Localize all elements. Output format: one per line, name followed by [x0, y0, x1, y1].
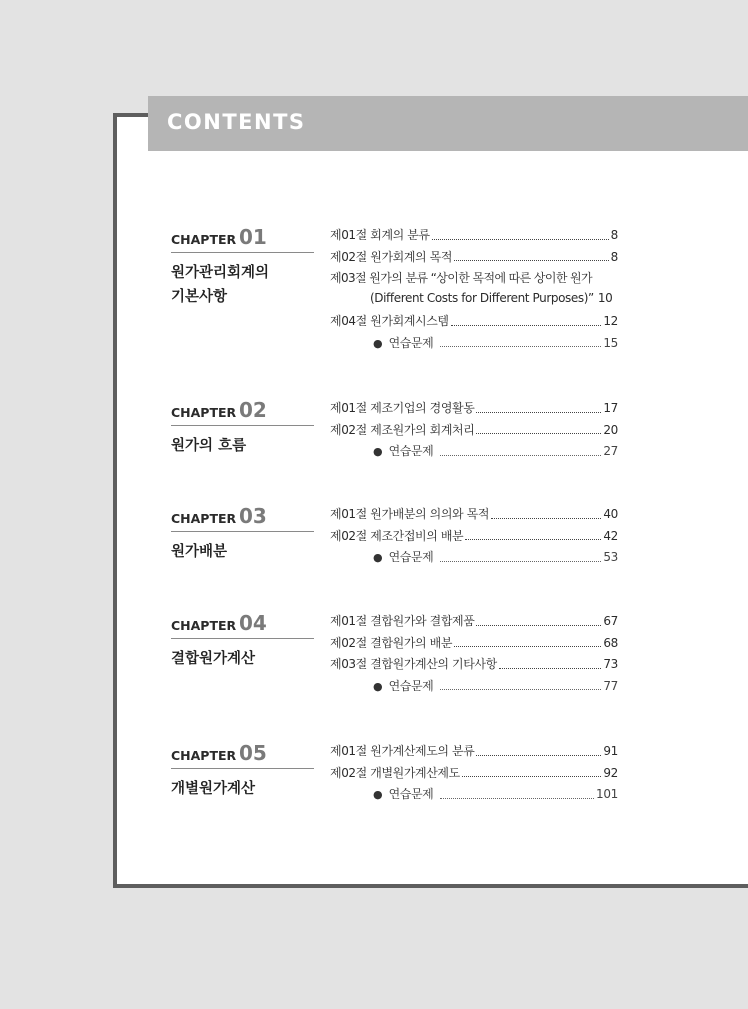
bullet-icon: ●	[373, 551, 383, 564]
toc-entry-practice[interactable]	[330, 442, 618, 464]
toc-entry-practice[interactable]	[330, 677, 618, 699]
toc-entry[interactable]	[330, 269, 618, 291]
toc-entry-practice[interactable]	[330, 785, 618, 807]
section-title: 제01절 제조기업의 경영활동	[330, 401, 475, 415]
chapter-number: 03	[239, 504, 267, 528]
page-number: 73	[603, 657, 618, 671]
chapter-toc	[330, 399, 618, 464]
toc-entry-practice[interactable]	[330, 548, 618, 570]
chapter-number: 05	[239, 741, 267, 765]
page-number: 20	[603, 422, 618, 437]
dot-leader	[499, 667, 602, 669]
section-title: 제01절 결합원가와 결합제품	[330, 614, 475, 628]
section-title: 제02절 개별원가계산제도	[330, 765, 460, 780]
chapter-heading	[171, 505, 314, 532]
chapter-heading	[171, 742, 314, 769]
chapter-title-line: 원가관리회계의	[171, 265, 270, 281]
page-number: 77	[603, 678, 618, 693]
chapter-heading	[171, 612, 314, 639]
page-number: 27	[603, 444, 618, 458]
practice-label: 연습문제	[388, 787, 434, 801]
chapter-heading	[171, 399, 314, 426]
chapter-label: CHAPTER	[171, 232, 237, 247]
bullet-icon: ●	[373, 445, 383, 458]
toc-entry[interactable]	[330, 421, 618, 443]
chapter-toc	[330, 742, 618, 807]
dot-leader	[491, 517, 601, 519]
toc-entry[interactable]	[330, 226, 618, 248]
section-title: 제02절 결합원가의 배분	[330, 635, 453, 650]
toc-entry-practice[interactable]	[330, 334, 618, 356]
dot-leader	[440, 688, 601, 690]
dot-leader	[476, 432, 601, 434]
section-title: 제04절 원가회계시스템	[330, 314, 449, 328]
dot-leader	[454, 645, 601, 647]
chapter-title-line: 기본사항	[171, 289, 228, 305]
section-title: 제03절 결합원가계산의 기타사항	[330, 657, 497, 671]
dot-leader	[476, 624, 601, 626]
chapter-toc	[330, 505, 618, 570]
chapter-toc	[330, 226, 618, 355]
dot-leader	[432, 238, 609, 240]
toc-entry[interactable]	[330, 764, 618, 786]
chapter-title-line: 개별원가계산	[171, 781, 256, 797]
page-number: 91	[603, 744, 618, 758]
section-title: 제01절 회계의 분류	[330, 228, 430, 242]
dot-leader	[476, 411, 601, 413]
section-title: 제01절 원가배분의 의의와 목적	[330, 507, 490, 521]
section-title: 제02절 제조간접비의 배분	[330, 528, 464, 543]
page-number: 92	[603, 765, 618, 780]
page-number: 67	[603, 614, 618, 628]
page-number: 12	[603, 314, 618, 328]
chapter-title-line: 원가의 흐름	[171, 438, 247, 454]
bullet-icon: ●	[373, 336, 383, 350]
toc-entry[interactable]	[330, 312, 618, 334]
practice-label: 연습문제	[388, 335, 434, 350]
toc-entry-continuation[interactable]	[330, 291, 618, 313]
page-number: 68	[603, 635, 618, 650]
page-number: 8	[610, 228, 618, 242]
toc-entry[interactable]	[330, 655, 618, 677]
chapter-title	[171, 261, 321, 309]
page-number: 53	[603, 550, 618, 564]
dot-leader	[462, 775, 602, 777]
toc-entry[interactable]	[330, 399, 618, 421]
bullet-icon: ●	[373, 679, 383, 693]
chapter-label: CHAPTER	[171, 405, 237, 420]
section-title: 제01절 원가계산제도의 분류	[330, 744, 475, 758]
page-number: 42	[603, 528, 618, 543]
practice-label: 연습문제	[388, 550, 434, 564]
chapter-heading	[171, 226, 314, 253]
chapter-title	[171, 777, 321, 801]
page-number: 15	[603, 335, 618, 350]
toc-entry[interactable]	[330, 527, 618, 549]
section-title-continuation: (Different Costs for Different Purposes)”	[370, 290, 594, 305]
chapter-title-line: 결합원가계산	[171, 651, 256, 667]
toc-entry[interactable]	[330, 742, 618, 764]
dot-leader	[451, 324, 602, 326]
practice-label: 연습문제	[388, 678, 434, 693]
page-number: 101	[595, 787, 618, 801]
chapter-number: 04	[239, 611, 267, 635]
dot-leader	[465, 538, 601, 540]
dot-leader	[440, 560, 601, 562]
dot-leader	[476, 754, 601, 756]
chapter-title	[171, 540, 321, 564]
page-number: 10	[597, 290, 613, 305]
page-number: 8	[610, 249, 618, 264]
section-title: 제03절 원가의 분류 “상이한 목적에 따른 상이한 원가	[330, 271, 593, 285]
page-number: 40	[603, 507, 618, 521]
dot-leader	[440, 454, 601, 456]
page-number: 17	[603, 401, 618, 415]
contents-header	[148, 96, 748, 151]
chapter-number: 01	[239, 225, 267, 249]
section-title: 제02절 원가회계의 목적	[330, 249, 453, 264]
chapter-title	[171, 434, 321, 458]
bullet-icon: ●	[373, 788, 383, 801]
section-title: 제02절 제조원가의 회계처리	[330, 422, 475, 437]
toc-entry[interactable]	[330, 612, 618, 634]
practice-label: 연습문제	[388, 444, 434, 458]
toc-entry[interactable]	[330, 248, 618, 270]
dot-leader	[440, 797, 594, 799]
chapter-label: CHAPTER	[171, 748, 237, 763]
dot-leader	[454, 259, 609, 261]
toc-entry[interactable]	[330, 634, 618, 656]
dot-leader	[440, 345, 601, 347]
chapter-title-line: 원가배분	[171, 544, 228, 560]
chapter-label: CHAPTER	[171, 618, 237, 633]
toc-entry[interactable]	[330, 505, 618, 527]
chapter-toc	[330, 612, 618, 698]
chapter-title	[171, 647, 321, 671]
chapter-label: CHAPTER	[171, 511, 237, 526]
page-title: CONTENTS	[167, 110, 306, 134]
chapter-number: 02	[239, 398, 267, 422]
